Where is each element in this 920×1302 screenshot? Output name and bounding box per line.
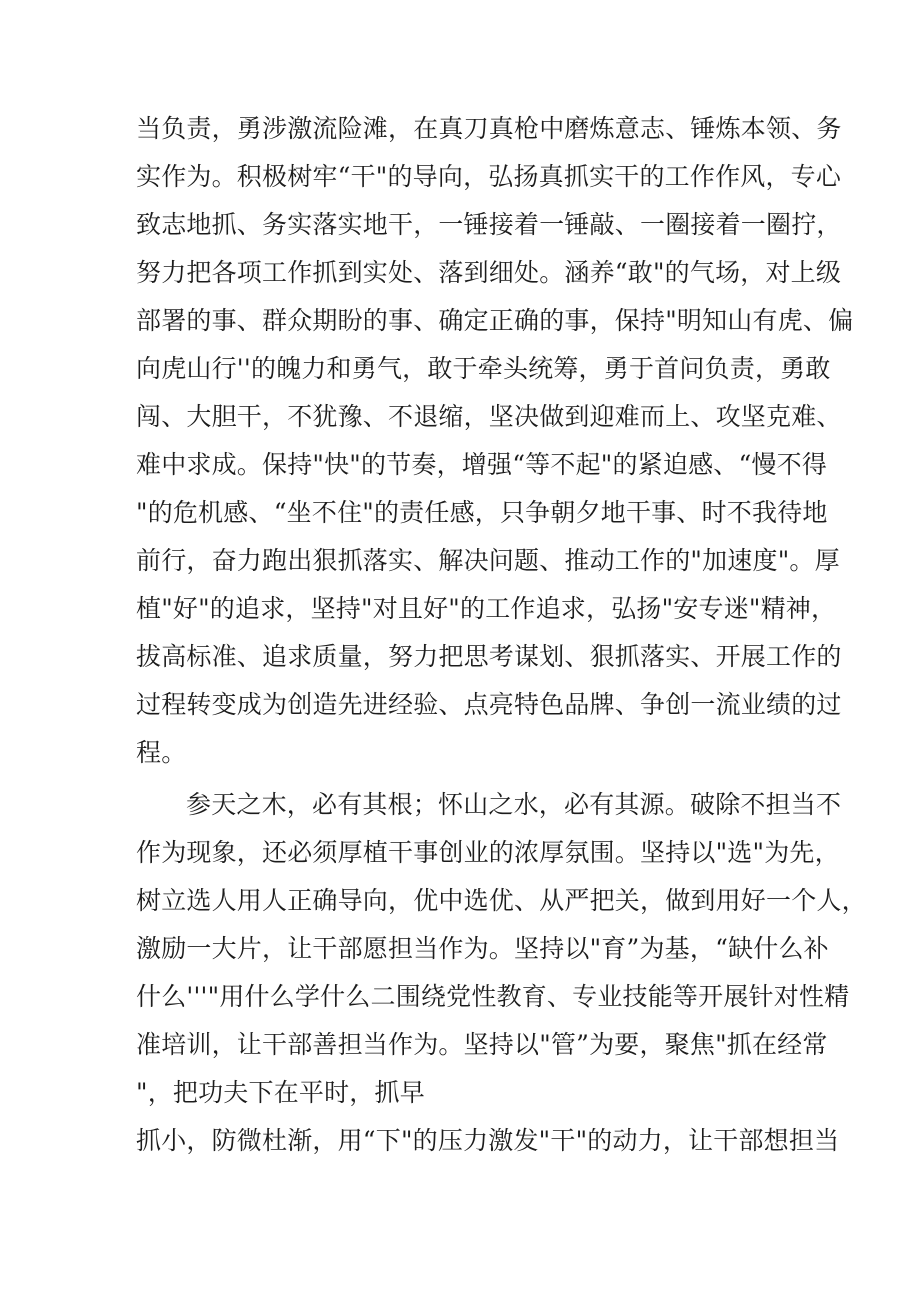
text-line: 实作为。积极树牢“干"的导向，弘扬真抓实干的工作作风，专心 <box>136 162 842 191</box>
text-line: 致志地抓、务实落实地干，一锤接着一锤敲、一圈接着一圈拧， <box>136 210 842 239</box>
text-line: 程。 <box>136 738 187 767</box>
text-line: 植"好"的追求，坚持"对且好"的工作追求，弘扬"安专迷"精神， <box>136 594 837 623</box>
text-line: 参天之木，必有其根；怀山之水，必有其源。破除不担当不 <box>186 790 842 819</box>
text-line: 部署的事、群众期盼的事、确定正确的事，保持"明知山有虎、偏 <box>136 306 854 335</box>
text-line: 抓小，防微杜渐，用“下"的压力激发"干"的动力，让干部想担当 <box>136 1126 840 1155</box>
text-line: 努力把各项工作抓到实处、落到细处。涵养“敢"的气场，对上级 <box>136 258 842 287</box>
text-line: 闯、大胆干，不犹豫、不退缩，坚决做到迎难而上、攻坚克难、 <box>136 402 842 431</box>
text-line: 作为现象，还必须厚植干事创业的浓厚氛围。坚持以"选"为先， <box>136 838 840 867</box>
text-line: 当负责，勇涉激流险滩，在真刀真枪中磨炼意志、锤炼本领、务 <box>136 114 842 143</box>
text-line: 激励一大片，让干部愿担当作为。坚持以"育”为基，“缺什么补 <box>136 934 829 963</box>
text-line: 树立选人用人正确导向，优中选优、从严把关，做到用好一个人， <box>136 886 867 915</box>
text-line: "的危机感、“坐不住"的责任感，只争朝夕地干事、时不我待地 <box>136 498 828 527</box>
text-line: 什么'''"用什么学什么二围绕党性教育、专业技能等开展针对性精 <box>136 982 850 1011</box>
text-line: 准培训，让干部善担当作为。坚持以"管”为要，聚焦"抓在经常 <box>136 1030 828 1059</box>
text-line: 难中求成。保持"快"的节奏，增强“等不起"的紧迫感、“慢不得 <box>136 450 828 479</box>
text-line: 向虎山行''的魄力和勇气，敢于牵头统筹，勇于首问负责，勇敢 <box>136 354 831 383</box>
text-line: 前行，奋力跑出狠抓落实、解决问题、推动工作的"加速度"。厚 <box>136 546 840 575</box>
text-line: 过程转变成为创造先进经验、点亮特色品牌、争创一流业绩的过 <box>136 690 842 719</box>
text-line: 拔高标准、追求质量，努力把思考谋划、狠抓落实、开展工作的 <box>136 642 842 671</box>
text-line: "，把功夫下在平时，抓早 <box>136 1078 425 1107</box>
